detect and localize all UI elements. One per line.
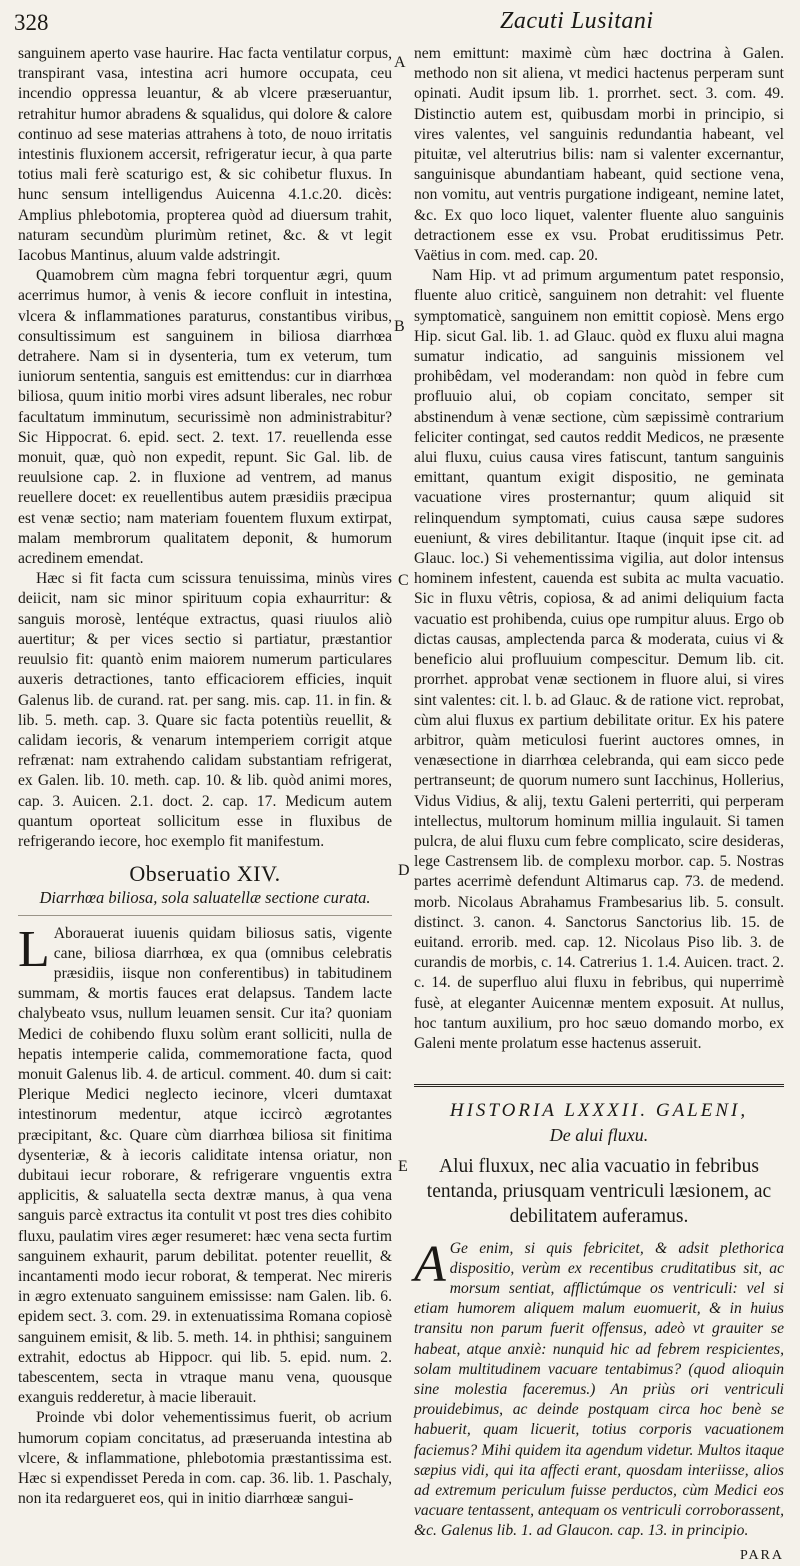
historia-subtitle: De alui fluxu.: [549, 1125, 649, 1146]
paragraph: nem emittunt: maximè cùm hæc doctrina à Galen. methodo non sit aliena, vt medici hactenus perperam sunt opinati. Audit ipsum lib. 1. prorrhet. sect. 3. com. 49. Distinctio autem est, quibusdam morbi in principio, si vires valentes, vel sanguinis redundantia habeant, vel pituitæ, vel alterutrius bilis: nam si valenter excernantur, sanguinisque abundantiam habeant, quid sectione vena, non vomitu, aut ventris purgatione indigeant, nemine latet, &c. Ex quo loco liquet, valenter fluente aluo sanguinis detractionem esse ex vsu. Probat eruditissimus Petr. Vaëtius in com. med. cap. 20.: [414, 45, 784, 265]
drop-cap: A: [414, 1235, 446, 1293]
right-column: [414, 44, 784, 1566]
page-number: 328: [14, 10, 49, 35]
margin-letter-a: A: [394, 54, 406, 71]
paragraph: Nam Hip. vt ad primum argumentum patet responsio, fluente aluo criticè, sanguinem non detrahit: vel fluente symptomaticè, sanguinem non emittit copiosè. Mens ergo Hip. sicut Gal. lib. 1. ad Glauc. quòd ex fluxu alui magna sumatur indicatio, ad sanguinis missionem vel prohibêdam, vel moderandam: non quòd in febre cum profluuio alui, ob copiam concitato, semper sit abstinendum à venæ sectione, cùm sæpissimè contrarium feliciter contingat, sed cautos reddit Medicos, ne præsente alui fluxu, cuius causa vires fatiscunt, tantum sanguinis emittant, quantum exigit dispositio, ne geminata vacuatione vires prosternantur; quum aliquid sit relinquendum symptomati, cuius causa sæpe sudores eueniunt, & vires debilitantur. Itaque (inquit ipse cit. ad Glauc. loc.) Si vehementissima vigilia, aut dolor intensus hominem infestent, cauenda est subita ac multa vacuatio. Sic in fluxu vêtris, copiosa, & ad animi deliquium facta vacuatio est prohibenda, cuius ope rumpitur aluus. Ergo ob dictas causas, amplectenda parca & moderata, cuius vi & beneficio alui profluuium compescitur. Demum lib. cit. prorrhet. approbat venæ sectionem in fluore alui, si vires sint valentes: cit. l. b. ad Glauc. & de ratione vict. reprobat, cùm alui fluxus ex partium debilitate oritur. Ex his patere arbitror, quàm meticulosi fuerint auctores omnes, in venæsectione in diarrhœa celebranda, qui eam sicco pede pertranseunt; de quorum numero sunt Iacchinus, Hollerius, Vidus Vidius, & alij, textu Galeni perterriti, qui perperam intellectus, multorum hominum millia ingulauit. Si tamen pulcra, de alui fluxu cum febre complicato, scire desideras, lege Castrensem lib. de complexu morbor. cap. 5. Nostras partes acerrimè defendunt Altimarus cap. 73. de medend. morb. Nicolaus Abrahamus Frambesarius lib. 5. consult. distinct. 3. canon. 4. Sanctorus Sanctorius lib. 15. de euitand. errorib. med. cap. 12. Nicolaus Piso lib. 3. de curandis de morbis, c. 14. Catrerius 1. 1.4. Auicen. tract. 2. c. 14. de superfluo alui fluxu in febribus, qui nuperrimè fusè, at eleganter Auicennæ mentem exposuit. At nullus, hoc tantum auxilium, pro hoc sæuo domando morbo, ex Galeni mente prolatum esse hactenus asseruit.: [414, 267, 784, 1052]
paragraph: Quamobrem cùm magna febri torquentur ægri, quum acerrimus humor, à venis & iecore confluit in intestina, vlcera & inflammationes paraturus, constantibus viribus, consultissimum est sanguinem in biliosa diarrhœa detrahere. Nam si in dysenteria, tum ex veterum, tum iuniorum sententia, sanguis est emittendus: cur in diarrhœa biliosa, quum initio morbi vires adsunt liberales, nec robur facultatum imminutum, securissimè non administrabitur? Sic Hippocrat. 6. epid. sect. 2. text. 17. reuellenda esse monuit, quæ, quò non expedit, repunt. Sic Gal. lib. de reuulsione cap. 2. in fluxione ad ventrem, ad manus reuellere docet: ex reuellentibus autem præsidiis præcipua est venæ sectio; nam materiam fouentem fluxum extirpat, malam membrorum qualitatem deponit, & humorum acredinem emendat.: [18, 267, 392, 568]
observation-body: [18, 920, 392, 1409]
catchword: PARA: [739, 1547, 784, 1563]
margin-letter-d: D: [398, 862, 410, 879]
paragraph: Hæc si fit facta cum scissura tenuissima, minùs vires deiicit, nam sic minor spirituum copia exhaurritur: & sanguis morosè, lentéque extractus, quasi riuulos aliò auertitur; & per vices sectio si partiatur, præstantior reuulsio fit: quantò enim maiorem numerum particulares auxeris detractiones, tanto efficaciorem efficies, inquit Galenus lib. de curand. rat. per sang. mis. cap. 11. in fin. & lib. 5. meth. cap. 3. Quare sic facta potentiùs reuellit, & calidam iecoris, & venarum intemperiem corrigit atque refrænat: nam extrahendo calidam substantiam refrigerat, ex Galen. lib. 10. meth. cap. 10. & lib. quòd animi mores, cap. 3. Auicen. 2.1. doct. 2. cap. 17. Medicum autem quantum oporteat sollicitum esse in fluxibus de refrigerando iecore, hoc exemplo fit manifestum.: [18, 570, 392, 850]
page-header: [0, 4, 800, 44]
paragraph: Proinde vbi dolor vehementissimus fuerit, ob acrium humorum copiam concitatus, ad præseruanda intestina ab vlcere, & inflammatione, phlebotomia præstantissima est. Hæc si expendisset Pereda in com. cap. 36. lib. 1. Paschaly, non ita redargueret eos, qui in initio diarrhœæ sangui-: [18, 1409, 392, 1508]
historia-title: HISTORIA LXXXII. GALENI,: [449, 1100, 749, 1122]
observation-title: Obseruatio XIV.: [129, 861, 281, 887]
left-column: [18, 44, 392, 1509]
historia-lead: Alui fluxux, nec alia vacuatio in febribus tentanda, priusquam ventriculi læsionem, ac debilitatem auferamus.: [426, 1155, 772, 1227]
paragraph-text: Aborauerat iuuenis quidam biliosus satis, vigente cane, biliosa diarrhœa, ex qua (omnibus celebratis præsidiis, iisque non conferentibus) in tabitudinem summam, & mortis fauces erat delapsus. Tandem lacte chalybeato vsus, nullum leuamen sensit. Cur ita? quoniam Medici de cohibendo fluxu solùm erant solliciti, nulla de hepatis intemperie calida, commemoratione facta, quod monuit Galenus lib. 4. de articul. comment. 40. dum si cait: Plerique Medici neglecto iecinore, vlceri dumtaxat intestinorum medentur, atque iccircò ægrotantes præcipitant, &c. Quare cùm diarrhœa biliosa sit finitima dysenteriæ, & à iecoris caliditate intensa oriatur, non dubitaui iecur roborare, & refrigerare vnguentis extra applicitis, & saluatella secta dextræ manus, à qua vena sanguis parcè extractus ita contulit vt post tres dies cohibito fluxu, paulatim vires æger resumeret: hæc vena secta furtim sanguinem exhaurit, parum debilitat. potenter reuellit, & incantamenti modo iecur roborat, & temperat. Nec mireris in ægro extenuato sanguinem emississe: nam Galen. lib. 6. epidem sect. 3. com. 29. in extenuatissima Romana copiosè sanguinem emisit, & lib. 5. meth. 14. in phthisi; sanguinem extrahit, edoctus ab Hippocr. qui lib. 5. epid. num. 2. tabescentem, secta in vtraque manu vena, quousque exanguis redderetur, à macie liberauit.: [18, 924, 392, 1407]
observation-subtitle: Diarrhœa biliosa, sola saluatellæ sectione curata.: [18, 888, 392, 915]
drop-cap: L: [18, 920, 50, 978]
margin-letter-e: E: [398, 1158, 408, 1175]
running-title: Zacuti Lusitani: [500, 8, 654, 34]
historia-body: [414, 1235, 784, 1542]
section-divider: [414, 1084, 784, 1087]
margin-letter-b: B: [394, 318, 405, 335]
paragraph: sanguinem aperto vase haurire. Hac facta ventilatur corpus, transpirant vasa, intestina acri humore occupata, ceu incendio oppressa leuantur, & ab vlcere præseruantur, retrahitur humor abradens & squalidus, qui dolore & calore continuo ad sese materias attrahens à toto, de nouo irritatis intestinis fluxionem accersit, refrigeratur iecur, à qua parte totius mali ferè scaturigo est, & sic cohibetur fluxus. In hunc sensum intelligendus Auicenna 4.1.c.20. dicès: Amplius phlebotomia, propterea quòd ad diuersum trahit, naturam secundùm plurimùm retinet, &c. & vt legit Iacobus Mantinus, aluum valde adstringit.: [18, 45, 392, 265]
margin-letter-c: C: [398, 572, 409, 589]
paragraph-text: Ge enim, si quis febricitet, & adsit plethorica dispositio, verùm ex recentibus cruditatibus sit, ac morsum sentiat, afflictúmque os ventriculi: vel si etiam humorem aliquem malum euomuerit, & in huius transitu non parum fuerit offensus, adeò vt grauiter se habeat, atque anxiè: nunquid hic ad febrem respicientes, solam multitudinem vacuare tentabimus? (quod alioquin sine molestia faceremus.) An priùs ori ventriculi prouidebimus, ac deinde postquam circa hoc benè se habuerit, quam licuerit, totius corporis vacuationem faciemus? Mihi quidem ita agendum videtur. Multos itaque sæpius vidi, qui ita affecti erant, quosdam interiisse, alios ad extremum periculum fuisse perductos, cùm Medici eos vacuare tentassent, antequam os ventriculi corroborassent, &c. Galenus lib. 1. ad Glaucon. cap. 13. in principio.: [414, 1239, 784, 1540]
